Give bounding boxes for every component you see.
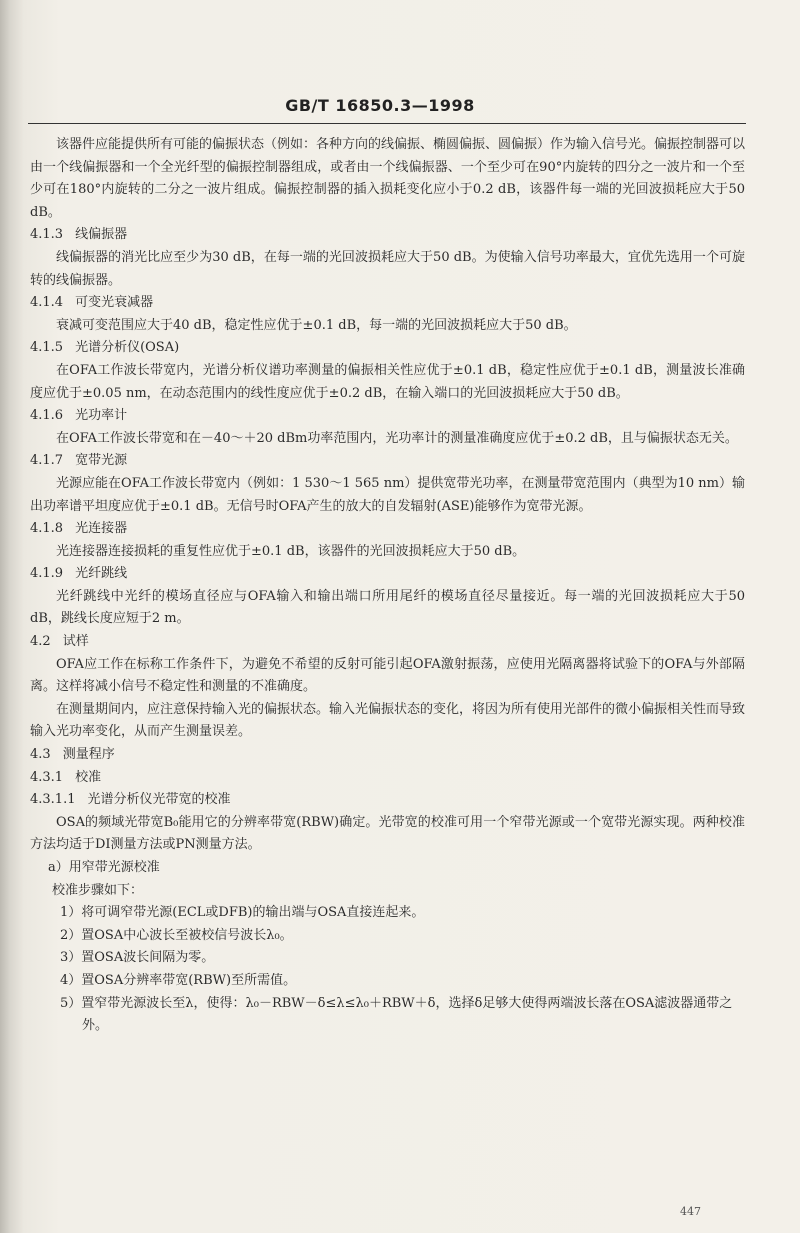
section-heading xyxy=(30,337,745,360)
list-step: 4）置OSA分辨率带宽(RBW)至所需值。 xyxy=(60,972,297,988)
list-heading: 校准步骤如下： xyxy=(52,882,144,898)
section-title: 线偏振器 xyxy=(75,227,128,243)
paragraph: 线偏振器的消光比应至少为30 dB，在每一端的光回波损耗应大于50 dB。为使输入信号功率最大，宜优先选用一个可旋转的线偏振器。 xyxy=(30,249,745,288)
section-number: 4.2 xyxy=(30,634,51,650)
section-number: 4.1.3 xyxy=(30,227,64,243)
paragraph: 在OFA工作波长带宽和在－40～＋20 dBm功率范围内，光功率计的测量准确度应优于±0.2 dB，且与偏振状态无关。 xyxy=(56,430,738,446)
section-title: 光功率计 xyxy=(75,408,128,424)
section-heading xyxy=(30,631,745,654)
section-title: 测量程序 xyxy=(62,747,115,763)
section-title: 光连接器 xyxy=(75,521,128,537)
section-heading xyxy=(30,292,745,315)
paragraph: 光源应能在OFA工作波长带宽内（例如：1 530～1 565 nm）提供宽带光功率，在测量带宽范围内（典型为10 nm）输出功率谱平坦度应优于±0.1 dB。无信号时OFA产生的放大的自发辐射(ASE)能够作为宽带光源。 xyxy=(30,475,745,514)
list-step: 5）置窄带光源波长至λ，使得：λ₀－RBW－δ≤λ≤λ₀＋RBW＋δ，选择δ足够大使得两端波长落在OSA滤波器通带之外。 xyxy=(60,995,733,1034)
header-rule xyxy=(28,123,746,124)
paragraph: OSA的频域光带宽B₀能用它的分辨率带宽(RBW)确定。光带宽的校准可用一个窄带光源或一个宽带光源实现。两种校准方法均适于DI测量方法或PN测量方法。 xyxy=(30,814,745,853)
document-body xyxy=(30,134,745,1038)
section-number: 4.3.1 xyxy=(30,769,64,785)
paragraph: 在测量期间内，应注意保持输入光的偏振状态。输入光偏振状态的变化，将因为所有使用光部件的微小偏振相关性而导致输入光功率变化，从而产生测量误差。 xyxy=(30,701,746,740)
section-title: 光谱分析仪(OSA) xyxy=(75,340,180,356)
list-step: 2）置OSA中心波长至被校信号波长λ₀。 xyxy=(60,927,293,943)
section-number: 4.3 xyxy=(30,747,51,763)
list-item: a）用窄带光源校准 xyxy=(48,860,160,875)
section-heading xyxy=(30,744,745,767)
section-number: 4.1.8 xyxy=(30,521,64,537)
section-number: 4.3.1.1 xyxy=(30,792,76,808)
section-number: 4.1.7 xyxy=(30,453,64,469)
section-title: 光谱分析仪光带宽的校准 xyxy=(87,792,231,808)
list-step: 3）置OSA波长间隔为零。 xyxy=(60,950,215,966)
section-number: 4.1.6 xyxy=(30,408,64,424)
section-number: 4.1.5 xyxy=(30,340,64,356)
section-heading xyxy=(30,563,745,586)
paragraph: OFA应工作在标称工作条件下，为避免不希望的反射可能引起OFA激射振荡，应使用光隔离器将试验下的OFA与外部隔离。这样将减小信号不稳定性和测量的不准确度。 xyxy=(30,656,745,695)
section-number: 4.1.9 xyxy=(30,566,64,582)
section-title: 校准 xyxy=(75,769,102,785)
list-step: 1）将可调窄带光源(ECL或DFB)的输出端与OSA直接连起来。 xyxy=(60,905,425,921)
section-title: 可变光衰减器 xyxy=(75,295,154,311)
section-heading xyxy=(30,405,745,428)
section-number: 4.1.4 xyxy=(30,295,64,311)
section-heading xyxy=(30,224,745,247)
paragraph: 光连接器连接损耗的重复性应优于±0.1 dB，该器件的光回波损耗应大于50 dB。 xyxy=(56,543,526,559)
paragraph: 光纤跳线中光纤的模场直径应与OFA输入和输出端口所用尾纤的模场直径尽量接近。每一端的光回波损耗应大于50 dB，跳线长度应短于2 m。 xyxy=(30,588,745,627)
paragraph: 该器件应能提供所有可能的偏振状态（例如：各种方向的线偏振、椭圆偏振、圆偏振）作为输入信号光。偏振控制器可以由一个线偏振器和一个全光纤型的偏振控制器组成，或者由一个线偏振器、一个至少可在90°内旋转的四分之一波片和一个至少可在180°内旋转的二分之一波片组成。偏振控制器的插入损耗变化应小于0.2 dB，该器件每一端的光回波损耗应大于50 dB。 xyxy=(30,137,746,220)
standard-header: GB/T 16850.3—1998 xyxy=(285,96,475,115)
page-number: 447 xyxy=(680,1205,701,1218)
section-heading xyxy=(30,518,745,541)
paragraph: 衰减可变范围应大于40 dB，稳定性应优于±0.1 dB，每一端的光回波损耗应大于50 dB。 xyxy=(56,317,577,333)
section-title: 宽带光源 xyxy=(75,453,128,469)
section-title: 试样 xyxy=(62,634,89,650)
paragraph: 在OFA工作波长带宽内，光谱分析仪谱功率测量的偏振相关性应优于±0.1 dB，稳定性应优于±0.1 dB，测量波长准确度应优于±0.05 nm，在动态范围内的线性度应优于±0.2 dB，在输入端口的光回波损耗应大于50 dB。 xyxy=(30,362,745,401)
section-heading xyxy=(30,789,745,812)
section-heading xyxy=(30,450,745,473)
section-title: 光纤跳线 xyxy=(75,566,128,582)
section-heading xyxy=(30,767,745,790)
